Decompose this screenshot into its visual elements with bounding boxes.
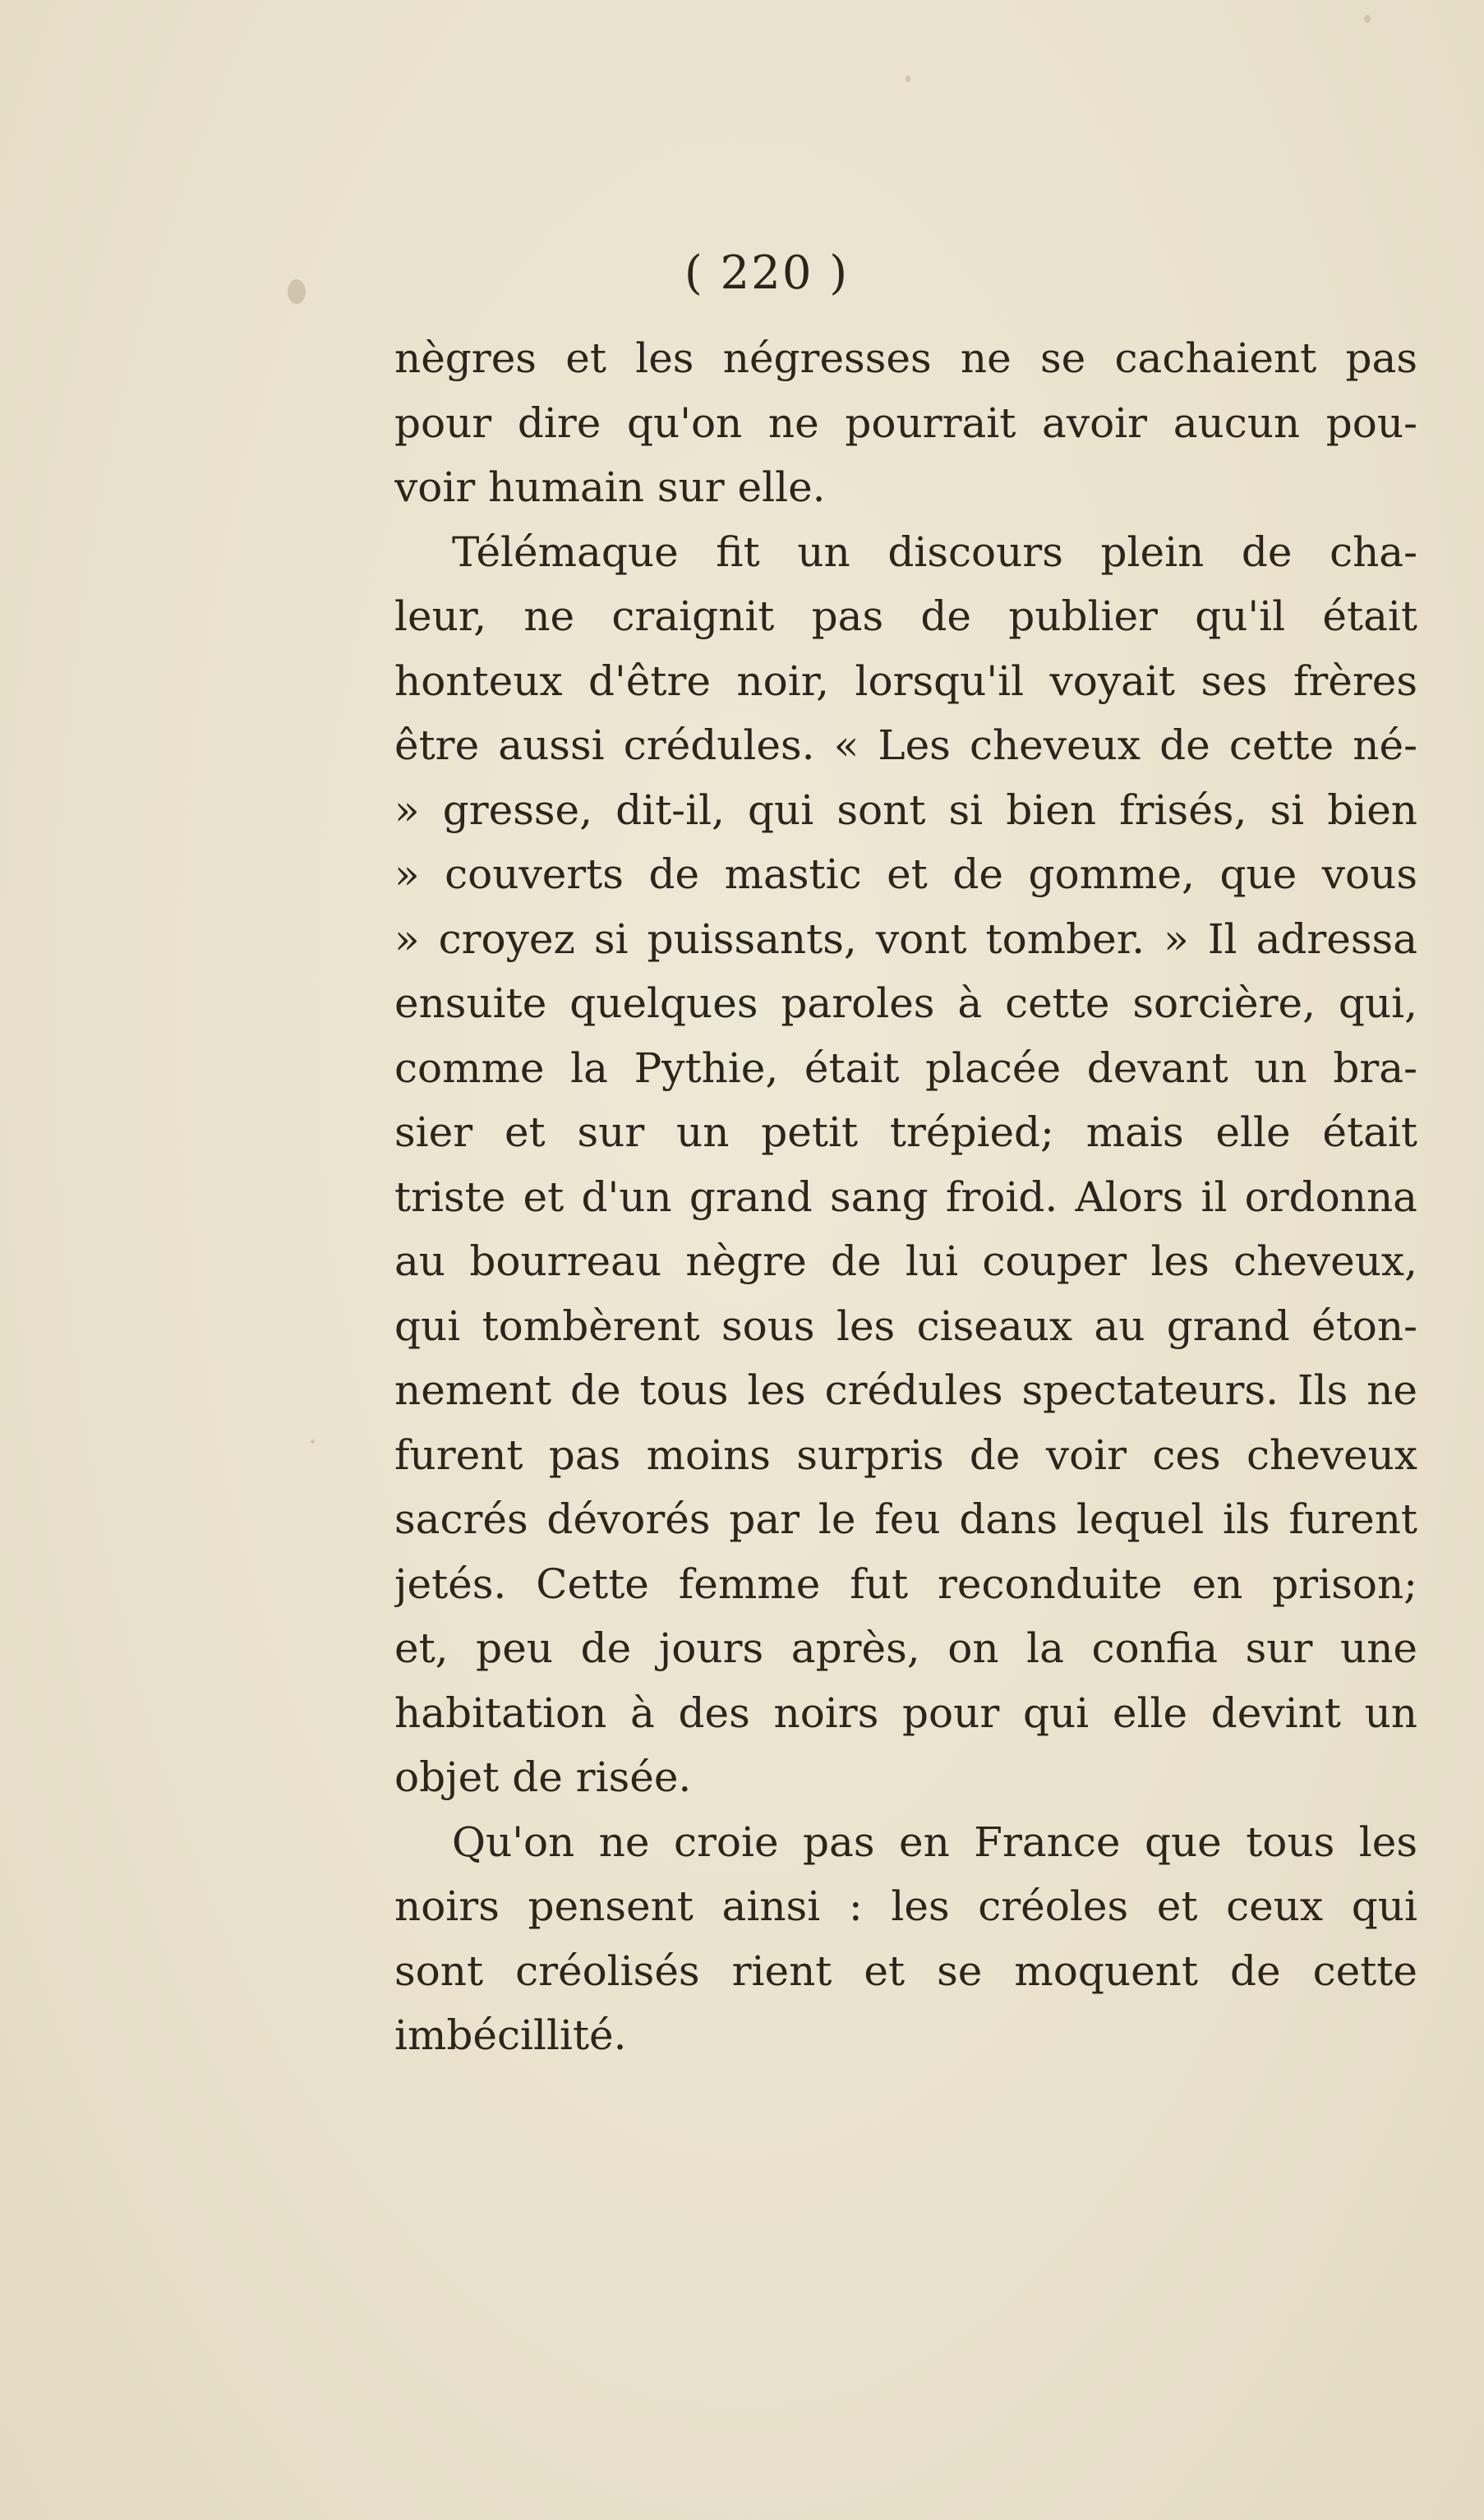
- paper-speck: [906, 76, 910, 82]
- text-line: Télémaque fit un discours plein de cha-: [452, 527, 1417, 576]
- text-line: leur, ne craignit pas de publier qu'il était: [394, 592, 1417, 640]
- text-line: Qu'on ne croie pas en France que tous les: [452, 1817, 1417, 1866]
- text-line: au bourreau nègre de lui couper les cheveux,: [394, 1237, 1417, 1285]
- text-line: pour dire qu'on ne pourrait avoir aucun pou-: [394, 399, 1417, 447]
- paper-speck: [1364, 15, 1371, 23]
- text-line: sacrés dévorés par le feu dans lequel ils furent: [394, 1495, 1417, 1543]
- text-line: habitation à des noirs pour qui elle devint un: [394, 1688, 1417, 1737]
- text-line: ensuite quelques paroles à cette sorcière, qui,: [394, 979, 1417, 1027]
- body-text: [394, 326, 1417, 2068]
- text-line: nement de tous les crédules spectateurs. Ils ne: [394, 1366, 1417, 1414]
- text-line: honteux d'être noir, lorsqu'il voyait ses frères: [394, 656, 1417, 705]
- text-line: comme la Pythie, était placée devant un bra-: [394, 1043, 1417, 1092]
- text-line: et, peu de jours après, on la confia sur une: [394, 1624, 1417, 1672]
- paper-speck: [311, 1440, 315, 1444]
- text-line: » couverts de mastic et de gomme, que vous: [394, 850, 1417, 898]
- text-line: » croyez si puissants, vont tomber. » Il adressa: [394, 914, 1417, 963]
- text-line: imbécillité.: [394, 2011, 627, 2059]
- text-line: » gresse, dit-il, qui sont si bien frisés, si bien: [394, 785, 1417, 834]
- text-line: triste et d'un grand sang froid. Alors il ordonna: [394, 1172, 1417, 1221]
- text-line: noirs pensent ainsi : les créoles et ceux qui: [394, 1882, 1417, 1930]
- text-line: nègres et les négresses ne se cachaient pas: [394, 334, 1417, 382]
- page-number: ( 220 ): [684, 246, 850, 300]
- text-line: voir humain sur elle.: [394, 463, 826, 511]
- text-line: objet de risée.: [394, 1753, 692, 1801]
- text-line: qui tombèrent sous les ciseaux au grand éton-: [394, 1301, 1417, 1350]
- text-line: sier et sur un petit trépied; mais elle était: [394, 1108, 1417, 1156]
- text-line: sont créolisés rient et se moquent de cette: [394, 1946, 1417, 1995]
- text-line: jetés. Cette femme fut reconduite en prison;: [394, 1559, 1417, 1608]
- text-line: être aussi crédules. « Les cheveux de cette né-: [394, 721, 1417, 769]
- text-line: furent pas moins surpris de voir ces cheveux: [394, 1430, 1417, 1479]
